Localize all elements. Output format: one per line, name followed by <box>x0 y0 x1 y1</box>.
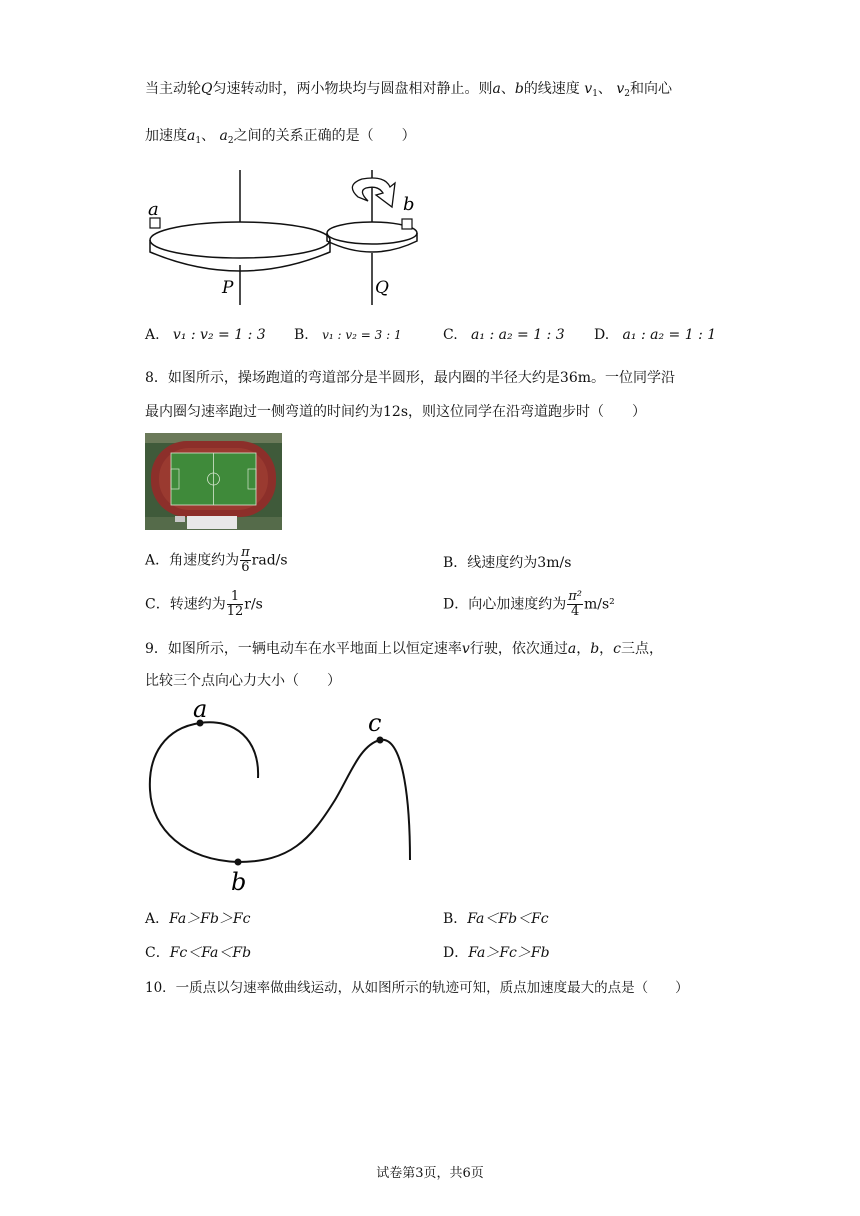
q7-stem-line2 <box>145 125 416 146</box>
sub: 1 <box>195 136 202 146</box>
q8-track-photo <box>145 433 282 530</box>
stand-building <box>187 516 237 529</box>
text: 、 <box>597 81 612 97</box>
option-text: a₁ : a₂ = 1 : 3 <box>471 327 565 343</box>
denominator: 12 <box>226 604 244 619</box>
q7-option-a[interactable] <box>145 327 266 343</box>
var-v: v <box>461 641 470 657</box>
sub: 1 <box>592 89 598 99</box>
var-b: b <box>590 641 600 657</box>
q8-option-b[interactable] <box>443 552 571 572</box>
numerator: π <box>241 545 250 560</box>
numerator: 1 <box>227 590 244 605</box>
option-text: 线速度约为3m/s <box>467 555 572 571</box>
option-key: D． <box>443 596 469 613</box>
text: 、 <box>201 128 216 144</box>
option-key: B． <box>443 555 468 571</box>
q9-stem-line2: 比较三个点向心力大小（ ） <box>145 673 341 689</box>
label-q: Q <box>375 278 389 298</box>
q9-option-b[interactable] <box>443 908 549 928</box>
text: 行驶，依次通过 <box>469 641 568 657</box>
q7-option-b[interactable] <box>294 327 402 343</box>
label-b: b <box>403 194 415 215</box>
numerator: π² <box>568 589 582 604</box>
text: 的线速度 <box>523 81 580 97</box>
trajectory-curve <box>150 722 410 862</box>
disc-p-top <box>150 222 330 258</box>
option-key: B. <box>294 327 309 343</box>
option-key: B． <box>443 911 468 927</box>
q7-option-c[interactable] <box>443 327 565 343</box>
sub: 2 <box>624 89 631 99</box>
option-key: A. <box>145 327 160 343</box>
point-b <box>235 859 242 866</box>
q9-path-figure <box>140 690 430 900</box>
point-c <box>377 737 384 744</box>
unit: rad/s <box>251 552 288 569</box>
q9-option-d[interactable] <box>443 942 550 962</box>
sub: 2 <box>227 136 234 146</box>
option-text: v₁ : v₂ = 1 : 3 <box>172 327 266 343</box>
option-text: 向心加速度约为 <box>468 596 567 613</box>
text: ， <box>576 641 591 657</box>
text: 之间的关系正确的是（ ） <box>233 128 416 144</box>
text: ， <box>599 641 614 657</box>
text: 、 <box>500 81 515 97</box>
text: 匀速转动时，两小物块均与圆盘相对静止。则 <box>212 81 493 97</box>
var-v1: v <box>584 81 593 97</box>
option-key: D. <box>594 327 610 343</box>
label-a: a <box>193 695 208 723</box>
var-c: c <box>613 641 621 657</box>
q7-option-d[interactable] <box>594 327 716 343</box>
q9-stem-line1 <box>145 638 663 658</box>
label-b: b <box>231 868 247 896</box>
q10-stem-line1: 10．一质点以匀速率做曲线运动，从如图所示的轨迹可知，质点加速度最大的点是（ ） <box>145 980 689 996</box>
page-footer: 试卷第3页，共6页 <box>376 1166 484 1181</box>
option-key: C． <box>145 596 170 613</box>
var-a: a <box>492 81 501 97</box>
denominator: 6 <box>241 560 250 575</box>
q8-stem-line1: 8．如图所示，操场跑道的弯道部分是半圆形，最内圈的半径大约是36m。一位同学沿 <box>145 370 675 386</box>
option-text: 转速约为 <box>169 596 226 613</box>
var-Q: Q <box>201 81 213 97</box>
option-text: a₁ : a₂ = 1 : 1 <box>622 327 717 343</box>
option-key: C． <box>145 945 170 961</box>
q9-option-c[interactable] <box>145 942 251 962</box>
fraction <box>567 590 583 619</box>
q7-stem-line1 <box>145 78 672 99</box>
option-key: A． <box>145 552 170 569</box>
block-b <box>402 219 412 229</box>
q9-option-a[interactable] <box>145 908 250 928</box>
label-c: c <box>368 709 382 737</box>
q7-wheels-figure <box>140 165 440 310</box>
var-a1: a <box>187 128 196 144</box>
unit: m/s² <box>584 596 615 613</box>
label-p: P <box>222 278 234 298</box>
var-v2: v <box>616 81 625 97</box>
text: 加速度 <box>145 128 187 144</box>
label-a: a <box>148 199 159 220</box>
text: 当主动轮 <box>145 81 201 97</box>
option-text: Fa＜Fb＜Fc <box>467 911 549 927</box>
var-b: b <box>514 81 524 97</box>
text: 三点， <box>621 641 663 657</box>
option-text: Fc＜Fa＜Fb <box>169 945 252 961</box>
option-text: Fa＞Fc＞Fb <box>468 945 550 961</box>
fraction <box>240 546 251 575</box>
denominator: 4 <box>570 604 580 619</box>
q8-option-c[interactable] <box>145 590 263 619</box>
option-text: Fa＞Fb＞Fc <box>169 911 251 927</box>
unit: r/s <box>244 596 263 613</box>
q8-option-d[interactable] <box>443 590 615 619</box>
option-key: D． <box>443 945 469 961</box>
text: 和向心 <box>630 81 673 97</box>
text: 9．如图所示，一辆电动车在水平地面上以恒定速率 <box>145 641 462 657</box>
option-text: v₁ : v₂ = 3 : 1 <box>322 328 402 342</box>
fraction <box>227 590 244 619</box>
option-text: 角速度约为 <box>169 552 240 569</box>
var-a2: a <box>219 128 228 144</box>
q8-option-a[interactable] <box>145 546 288 575</box>
rotation-arrow-icon <box>352 178 395 207</box>
q8-stem-line2: 最内圈匀速率跑过一侧弯道的时间约为12s，则这位同学在沿弯道跑步时（ ） <box>145 404 646 420</box>
var-a: a <box>567 641 577 657</box>
option-key: A． <box>145 911 170 927</box>
option-key: C. <box>443 327 458 343</box>
